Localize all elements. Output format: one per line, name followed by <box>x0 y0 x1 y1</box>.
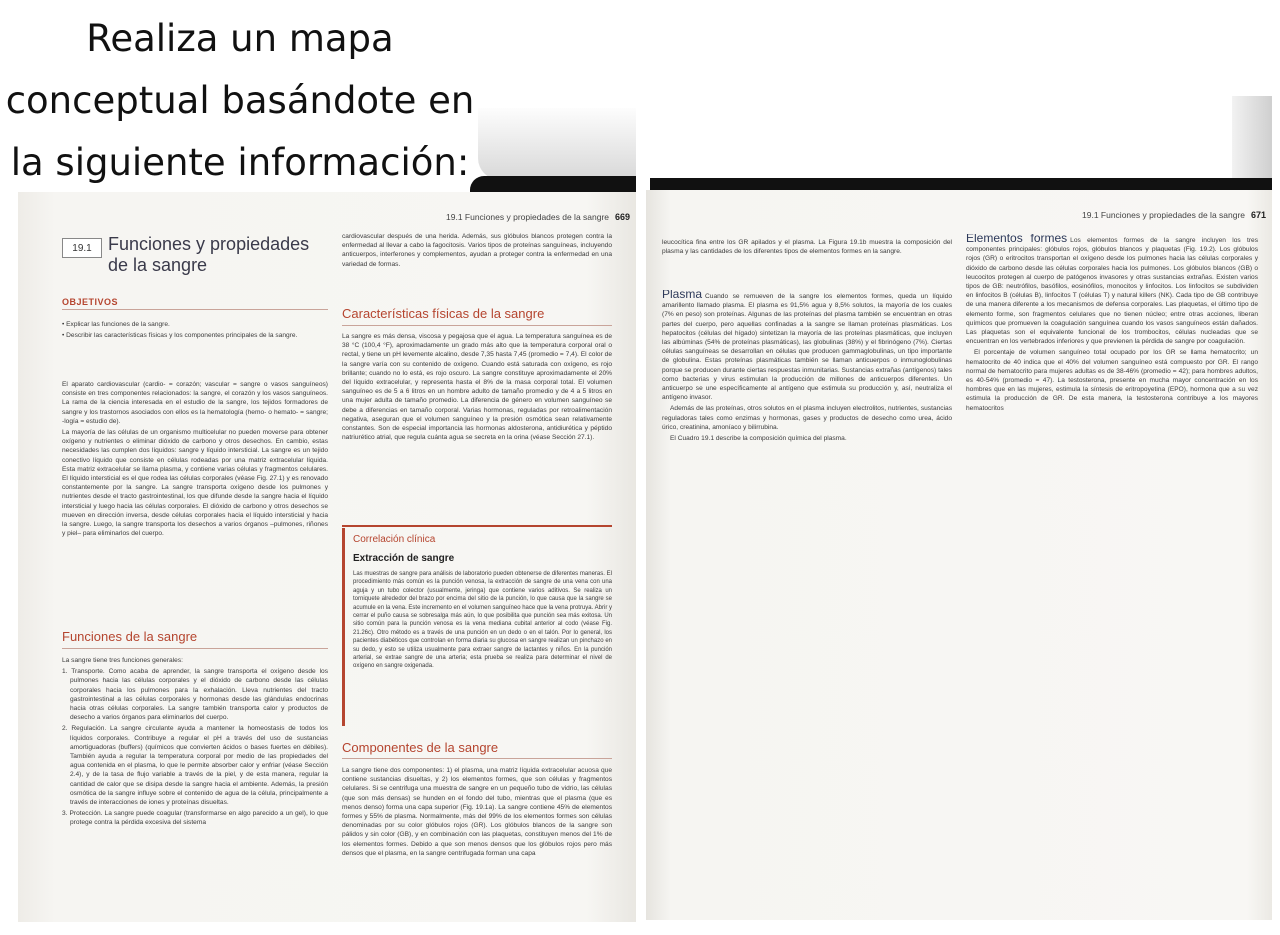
plasma-paragraph-3: El Cuadro 19.1 describe la composición química del plasma. <box>670 435 847 443</box>
prompt-line-2: conceptual basándote en <box>5 79 475 122</box>
function-item-protection: 3. Protección. La sangre puede coagular (transformarse en algo parecido a un gel), lo que protege contra la pérdida excesiva del sistema <box>62 810 328 827</box>
heading-rule <box>342 325 612 326</box>
heading-rule <box>62 648 328 649</box>
physical-heading: Características físicas de la sangre <box>342 306 545 321</box>
plasma-paragraph-2: Además de las proteínas, otros solutos en el plasma incluyen electrolitos, nutrientes, sustancias reguladoras tales como enzimas y hormonas, gases y productos de desecho como urea, ácido úrico, creatinina, amoníaco y bilirrubina. <box>662 405 952 431</box>
running-head: 19.1 Funciones y propiedades de la sangre 671 <box>1082 210 1267 220</box>
plasma-section <box>662 290 952 550</box>
formed-elements-section <box>966 234 1258 554</box>
page-curl-shadow-right <box>1232 96 1272 190</box>
intro-text <box>62 380 328 618</box>
clinic-text: Las muestras de sangre para análisis de laboratorio pueden obtenerse de diferentes maneras. El procedimiento más común es la punción venosa, la extracción de sangre de una vena con una aguja y un tubo colector (usualmente, jeringa) que contiene varios aditivos. Se realiza un torniquete alrededor del brazo por encima del sitio de la punción, lo que causa que la sangre se acumule en la vena. Este incremento en el volumen sanguíneo hace que la vena protruya. Abrir y cerrar el puño causa se sobresalga más aún, lo que posibilita que punción sea más exitosa. Un sitio común para la punción venosa es la vena mediana cubital anterior al codo (véase Fig. 21.26c). Otro método es a través de una punción en un dedo o en el talón. Por lo general, los pacientes diabéticos que controlan en forma diaria su glucosa en sangre realizan un pinchazo en su dedo, y esto se utiliza usualmente para extraer sangre de lactantes y niños. En la punción arterial, se extrae sangre de una arteria; esta prueba se realiza para determinar el nivel de oxígeno en sangre oxigenada. <box>353 571 612 670</box>
plasma-heading: Plasma <box>662 290 703 301</box>
components-heading: Componentes de la sangre <box>342 740 499 755</box>
intro-paragraph: La mayoría de las células de un organismo multicelular no pueden moverse para obtener oxígeno y nutrientes o eliminar dióxido de carbono y otros desechos. En cambio, estas necesidades las cumplen dos líquidos: sangre y líquido intersticial. La sangre es un tejido conectivo líquido que consiste en células rodeadas por una matriz extracelular líquida. Esta matriz extracelular se llama plasma, y contiene varias células y fragmentos celulares. El líquido intersticial es el que rodea las células corporales (véase Fig. 27.1) y es renovado constantemente por la sangre. La sangre transporta oxígeno desde los pulmones y nutrientes desde el tracto gastrointestinal, los que difunde desde la sangre hacia el líquido intersticial y luego hacia las células corporales. El dióxido de carbono y otros desechos se mueven en dirección inversa, desde células corporales hacia el líquido intersticial y hacia la sangre. Luego, la sangre transporta los desechos a varios órganos –pulmones, riñones y piel– para eliminarlos del cuerpo. <box>62 429 328 538</box>
clinic-box-top-rule <box>342 525 612 527</box>
instruction-prompt <box>0 8 480 194</box>
function-item-transport: 1. Transporte. Como acaba de aprender, la sangre transporta el oxígeno desde los pulmones hacia las células corporales y el dióxido de carbono desde las células corporales hacia los pulmones para la exhalación. Lleva nutrientes del tracto gastrointestinal a las células corporales y hormonas desde las glándulas endocrinas hacia otras células corporales. La sangre también transporta calor y productos de desecho a varios órganos para eliminarlos del cuerpo. <box>62 668 328 722</box>
section-number-box: 19.1 <box>62 238 102 258</box>
objective-item: • Describir las características físicas y los componentes principales de la sangre. <box>62 332 298 340</box>
column2-top-text: cardiovascular después de una herida. Además, sus glóbulos blancos protegen contra la enfermedad al llevar a cabo la fagocitosis. Varios tipos de proteínas sanguíneas, incluyendo anticuerpos, interferones y complementos, ayudan a proteger contra la enfermedad en una variedad de formas. <box>342 233 612 268</box>
column1-top-text: leucocítica fina entre los GR apilados y el plasma. La Figura 19.1b muestra la composición del plasma y las cantidades de los diferentes tipos de elementos formes en la sangre. <box>662 239 952 256</box>
page-curl-shadow <box>478 108 636 180</box>
clinical-correlation-box <box>342 528 612 726</box>
heading-rule <box>342 758 612 759</box>
objectives-rule <box>62 309 328 310</box>
scan-edge-left <box>470 176 636 192</box>
plasma-text: Cuando se remueven de la sangre los elementos formes, queda un líquido amarillento llamado plasma. El plasma es 91,5% agua y 8,5% solutos, la mayoría de los cuales (7% en peso) son proteínas. Algunas de las proteínas del plasma también se encuentran en otras partes del cuerpo, pero aquellas confinadas a la sangre se llaman proteínas plasmáticas. Los hepatocitos (células del hígado) sintetizan la mayoría de las proteínas plasmáticas, que incluyen las albúminas (54% de proteínas plasmáticas), las globulinas (38%) y el fibrinógeno (7%). Ciertas células sanguíneas se desarrollan en células que producen gammaglobulinas, un tipo importante de globulina. Estas proteínas plasmáticas también se llaman anticuerpos o inmunoglobulinas porque se producen durante ciertas respuestas inmunitarias. Sustancias extrañas (antígenos) tales como bacterias y virus estimulan la producción de millones de anticuerpos diferentes. Un anticuerpo se une específicamente al antígeno que estimula su producción y, así, neutraliza el antígeno invasor. <box>662 293 952 402</box>
textbook-page-right <box>646 190 1272 920</box>
function-item-regulation: 2. Regulación. La sangre circulante ayuda a mantener la homeostasis de todos los líquidos corporales. Contribuye a regular el pH a través del uso de sustancias amortiguadoras (buffers) (químicos que convierten ácidos o bases fuertes en débiles). También ayuda a regular la temperatura corporal por medio de las propiedades del agua contenida en el plasma, lo que le permite absorber calor y enfriar (véase Sección 2.4), y de la tasa de flujo variable a través de la piel, y de esta manera, regular la cantidad de calor que se disipa desde la sangre hacia el ambiente. Además, la presión osmótica de la sangre influye sobre el contenido de agua de la célula, principalmente a través de interacciones de iones y proteínas disueltas. <box>62 725 328 807</box>
objectives-heading: OBJETIVOS <box>62 297 119 307</box>
functions-heading: Funciones de la sangre <box>62 629 198 644</box>
textbook-page-left <box>18 192 636 922</box>
prompt-line-3: la siguiente información: <box>10 141 470 184</box>
prompt-line-1: Realiza un mapa <box>86 17 394 60</box>
formed-elements-heading: Elementos formes <box>966 234 1068 245</box>
functions-text <box>62 656 328 912</box>
formed-elements-paragraph-2: El porcentaje de volumen sanguíneo total ocupado por los GR se llama hematocrito; un hematocrito de 40 indica que el 40% del volumen sanguíneo está compuesto por GR. El rango normal de hematocrito para mujeres adultas es de 38-46% (promedio = 42); para hombres adultos, es 40-54% (promedio = 47). La testosterona, presente en mucha mayor concentración en los hombres que en las mujeres, estimula la síntesis de eritropoyetina (EPO), hormona que a su vez estimula la producción de GR. De esta manera, la testosterona contribuye a los mayores hematocritos <box>966 349 1258 412</box>
functions-intro: La sangre tiene tres funciones generales: <box>62 657 183 664</box>
running-head: 19.1 Funciones y propiedades de la sangre 669 <box>446 212 631 222</box>
components-text: La sangre tiene dos componentes: 1) el plasma, una matriz líquida extracelular acuosa que contiene sustancias disueltas, y 2) los elementos formes, que son células y fragmentos celulares. Si se centrifuga una muestra de sangre en un pequeño tubo de vidrio, las células (que son más densas) se hunden en el fondo del tubo, mientras que el plasma (que es menos denso) forma una capa superior (Fig. 19.1a). La sangre contiene 45% de elementos formes y 55% de plasma. Normalmente, más del 99% de los elementos formes son células denominadas por su color glóbulos rojos (GR). Los glóbulos blancos de la sangre son pálidos y sin color (GB), y en combinación con las plaquetas, constituyen menos del 1% de los elementos formes. Debido a que son menos densos que los glóbulos rojos pero más densos que el plasma, en la sangre centrifugada forman una capa <box>342 767 612 857</box>
physical-text: La sangre es más densa, viscosa y pegajosa que el agua. La temperatura sanguínea es de 38 °C (100,4 °F), aproximadamente un grado más alto que la temperatura corporal oral o rectal, y tiene un pH levemente alcalino, desde 7,35 hasta 7,45 (promedio = 7,4). El color de la sangre varía con su contenido de oxígeno. Cuando está saturada con oxígeno, es rojo brillante; cuando no lo está, es rojo oscuro. La sangre constituye aproximadamente el 20% del líquido extracelular, y representa hasta el 8% de la masa corporal total. El volumen sanguíneo es de 5 a 6 litros en un hombre adulto de tamaño promedio y de 4 a 5 litros en una mujer adulta de tamaño promedio. La diferencia de género en volumen sanguíneo se debe a diferencias en tamaño corporal. Varias hormonas, reguladas por retroalimentación negativa, aseguran que el volumen sanguíneo y la presión osmótica sean relativamente constantes. Son de especial importancia las hormonas aldosterona, antidiurética y péptido natriurético atrial, que regula cuánta agua se secreta en la orina (véase Sección 27.1). <box>342 333 612 442</box>
section-title: Funciones y propiedades de la sangre <box>108 234 310 275</box>
clinic-title: Correlación clínica <box>353 534 436 545</box>
objectives-list <box>62 320 328 350</box>
intro-paragraph: El aparato cardiovascular (cardio- = corazón; vascular = sangre o vasos sanguíneos) consiste en tres componentes relacionados: la sangre, el corazón y los vasos sanguíneos. La rama de la ciencia interesada en el estudio de la sangre, los tejidos formadores de sangre y los trastornos asociados con ellos es la hematología (hemo- o hemato- = sangre; -logía = estudio de). <box>62 381 328 425</box>
formed-elements-text: Los elementos formes de la sangre incluyen los tres componentes principales: glóbulos rojos, glóbulos blancos y plaquetas (Fig. 19.2). Los glóbulos rojos (GR) o eritrocitos transportan el oxígeno desde los pulmones hacia las células corporales y dióxido de carbono desde las células corporales hacia los pulmones. Los glóbulos blancos (GB) o leucocitos protegen al cuerpo de patógenos invasores y otras sustancias extrañas. Existen varios tipos de GB: neutrófilos, basófilos, eosinófilos, monocitos y linfocitos. Los linfocitos se subdividen en linfocitos B (células B), linfocitos T (células T) y natural killers (NK). Cada tipo de GB contribuye de una manera diferente a los mecanismos de defensa corporales. Las plaquetas, el último tipo de elemento forme, son fragmentos celulares que no tienen núcleo; entre otras acciones, liberan químicos que promueven la coagulación sanguínea cuando los vasos sanguíneos están dañados. Las plaquetas son el equivalente funcional de los trombocitos, células nucleadas que se encuentran en los vertebrados inferiores y que previenen la pérdida de sangre por coagulación. <box>966 237 1258 346</box>
objective-item: • Explicar las funciones de la sangre. <box>62 321 170 328</box>
clinic-subtitle: Extracción de sangre <box>353 553 455 564</box>
